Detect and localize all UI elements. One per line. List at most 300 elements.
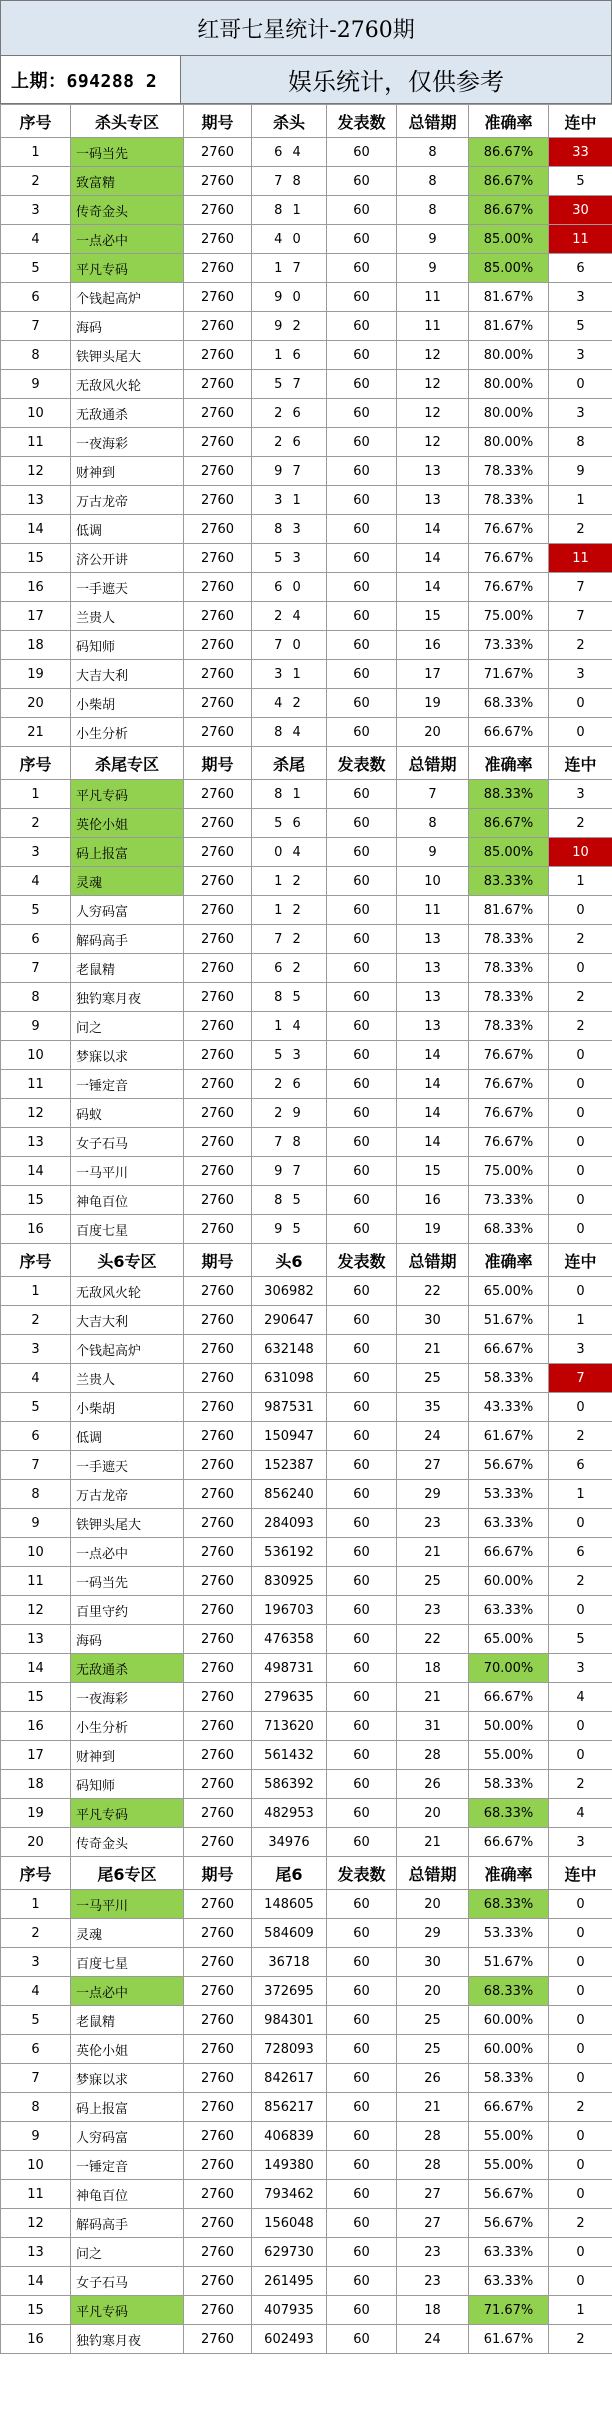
table-row [1, 809, 612, 838]
cell-rank: 16 [1, 1215, 71, 1244]
cell-published: 60 [327, 1335, 397, 1364]
table-row [1, 838, 612, 867]
cell-rank: 18 [1, 1770, 71, 1799]
cell-misses: 8 [397, 809, 469, 838]
cell-accuracy: 56.67% [469, 1451, 549, 1480]
cell-rank: 5 [1, 254, 71, 283]
cell-published: 60 [327, 2238, 397, 2267]
cell-name: 兰贵人 [71, 1364, 184, 1393]
table-row [1, 544, 612, 573]
cell-pick: 0 4 [252, 838, 327, 867]
cell-accuracy: 66.67% [469, 1335, 549, 1364]
cell-issue: 2760 [184, 1654, 252, 1683]
cell-rank: 7 [1, 2064, 71, 2093]
cell-misses: 12 [397, 370, 469, 399]
cell-misses: 14 [397, 1041, 469, 1070]
cell-issue: 2760 [184, 780, 252, 809]
cell-published: 60 [327, 780, 397, 809]
cell-name: 一夜海彩 [71, 1683, 184, 1712]
cell-accuracy: 71.67% [469, 2296, 549, 2325]
cell-pick: 1 4 [252, 1012, 327, 1041]
cell-rank: 2 [1, 1306, 71, 1335]
cell-issue: 2760 [184, 925, 252, 954]
cell-misses: 20 [397, 1799, 469, 1828]
cell-misses: 29 [397, 1919, 469, 1948]
table-row [1, 1041, 612, 1070]
table-row [1, 1157, 612, 1186]
table-row [1, 167, 612, 196]
cell-misses: 21 [397, 1335, 469, 1364]
cell-name: 一马平川 [71, 1157, 184, 1186]
cell-issue: 2760 [184, 573, 252, 602]
cell-misses: 25 [397, 2035, 469, 2064]
cell-accuracy: 88.33% [469, 780, 549, 809]
cell-pick: 1 7 [252, 254, 327, 283]
cell-published: 60 [327, 838, 397, 867]
cell-misses: 21 [397, 1683, 469, 1712]
table-row [1, 1741, 612, 1770]
cell-misses: 11 [397, 312, 469, 341]
cell-name: 平凡专码 [71, 2296, 184, 2325]
cell-issue: 2760 [184, 370, 252, 399]
cell-accuracy: 68.33% [469, 1215, 549, 1244]
table-row [1, 1335, 612, 1364]
table-row [1, 2035, 612, 2064]
cell-issue: 2760 [184, 1215, 252, 1244]
cell-misses: 20 [397, 718, 469, 747]
cell-published: 60 [327, 225, 397, 254]
cell-streak: 33 [549, 138, 612, 167]
cell-streak: 0 [549, 2238, 612, 2267]
cell-streak: 0 [549, 1596, 612, 1625]
cell-rank: 16 [1, 2325, 71, 2354]
section-header-row [1, 105, 612, 138]
cell-rank: 10 [1, 1041, 71, 1070]
cell-name: 财神到 [71, 1741, 184, 1770]
cell-published: 60 [327, 1451, 397, 1480]
cell-streak: 0 [549, 1099, 612, 1128]
cell-misses: 18 [397, 2296, 469, 2325]
table-row [1, 1099, 612, 1128]
cell-streak: 8 [549, 428, 612, 457]
cell-accuracy: 81.67% [469, 896, 549, 925]
page-title [0, 0, 612, 56]
cell-streak: 4 [549, 1683, 612, 1712]
table-row [1, 1654, 612, 1683]
cell-streak: 3 [549, 1335, 612, 1364]
cell-published: 60 [327, 631, 397, 660]
table-row [1, 1215, 612, 1244]
cell-issue: 2760 [184, 2325, 252, 2354]
cell-misses: 23 [397, 1509, 469, 1538]
cell-published: 60 [327, 544, 397, 573]
cell-published: 60 [327, 370, 397, 399]
disclaimer: 娱乐统计，仅供参考 [181, 56, 611, 103]
cell-rank: 12 [1, 1099, 71, 1128]
cell-accuracy: 66.67% [469, 1828, 549, 1857]
table-row [1, 1890, 612, 1919]
cell-pick: 5 7 [252, 370, 327, 399]
cell-accuracy: 76.67% [469, 1070, 549, 1099]
cell-pick: 584609 [252, 1919, 327, 1948]
cell-streak: 0 [549, 2064, 612, 2093]
cell-accuracy: 68.33% [469, 1977, 549, 2006]
cell-issue: 2760 [184, 1683, 252, 1712]
cell-name: 无敌通杀 [71, 1654, 184, 1683]
cell-issue: 2760 [184, 1919, 252, 1948]
cell-accuracy: 76.67% [469, 1041, 549, 1070]
cell-misses: 21 [397, 1828, 469, 1857]
cell-published: 60 [327, 1422, 397, 1451]
cell-accuracy: 60.00% [469, 2035, 549, 2064]
table-row [1, 689, 612, 718]
cell-rank: 2 [1, 809, 71, 838]
cell-rank: 6 [1, 283, 71, 312]
cell-issue: 2760 [184, 457, 252, 486]
cell-issue: 2760 [184, 1422, 252, 1451]
cell-name: 问之 [71, 1012, 184, 1041]
cell-accuracy: 56.67% [469, 2209, 549, 2238]
cell-pick: 476358 [252, 1625, 327, 1654]
cell-issue: 2760 [184, 1712, 252, 1741]
cell-issue: 2760 [184, 1306, 252, 1335]
cell-published: 60 [327, 1948, 397, 1977]
cell-pick: 261495 [252, 2267, 327, 2296]
cell-issue: 2760 [184, 1828, 252, 1857]
cell-name: 一锤定音 [71, 1070, 184, 1099]
cell-pick: 561432 [252, 1741, 327, 1770]
cell-issue: 2760 [184, 1890, 252, 1919]
cell-name: 平凡专码 [71, 780, 184, 809]
cell-rank: 11 [1, 428, 71, 457]
cell-published: 60 [327, 1712, 397, 1741]
cell-published: 60 [327, 1364, 397, 1393]
cell-pick: 4 0 [252, 225, 327, 254]
cell-pick: 34976 [252, 1828, 327, 1857]
cell-pick: 406839 [252, 2122, 327, 2151]
table-row [1, 2122, 612, 2151]
cell-name: 一点必中 [71, 1538, 184, 1567]
cell-issue: 2760 [184, 1538, 252, 1567]
cell-accuracy: 86.67% [469, 809, 549, 838]
cell-published: 60 [327, 896, 397, 925]
cell-published: 60 [327, 2209, 397, 2238]
cell-published: 60 [327, 341, 397, 370]
table-row [1, 954, 612, 983]
cell-accuracy: 76.67% [469, 544, 549, 573]
cell-rank: 17 [1, 1741, 71, 1770]
cell-misses: 16 [397, 1186, 469, 1215]
cell-pick: 290647 [252, 1306, 327, 1335]
cell-accuracy: 53.33% [469, 1919, 549, 1948]
cell-rank: 13 [1, 2238, 71, 2267]
cell-published: 60 [327, 486, 397, 515]
cell-misses: 27 [397, 2180, 469, 2209]
table-row [1, 1128, 612, 1157]
cell-accuracy: 61.67% [469, 2325, 549, 2354]
cell-published: 60 [327, 1828, 397, 1857]
cell-streak: 3 [549, 660, 612, 689]
cell-issue: 2760 [184, 602, 252, 631]
cell-name: 独钓寒月夜 [71, 983, 184, 1012]
cell-published: 60 [327, 1683, 397, 1712]
cell-rank: 14 [1, 1157, 71, 1186]
cell-streak: 0 [549, 1157, 612, 1186]
cell-pick: 7 0 [252, 631, 327, 660]
cell-streak: 5 [549, 1625, 612, 1654]
cell-streak: 11 [549, 544, 612, 573]
cell-rank: 2 [1, 167, 71, 196]
cell-misses: 9 [397, 225, 469, 254]
cell-name: 问之 [71, 2238, 184, 2267]
cell-issue: 2760 [184, 896, 252, 925]
column-header-published: 发表数 [327, 1857, 397, 1890]
column-header-published: 发表数 [327, 105, 397, 138]
cell-name: 传奇金头 [71, 196, 184, 225]
table-row [1, 631, 612, 660]
cell-streak: 2 [549, 631, 612, 660]
cell-misses: 26 [397, 2064, 469, 2093]
cell-issue: 2760 [184, 1364, 252, 1393]
cell-pick: 372695 [252, 1977, 327, 2006]
cell-rank: 15 [1, 1186, 71, 1215]
cell-name: 无敌风火轮 [71, 370, 184, 399]
column-header-name: 杀头专区 [71, 105, 184, 138]
cell-pick: 4 2 [252, 689, 327, 718]
cell-misses: 35 [397, 1393, 469, 1422]
cell-name: 女子石马 [71, 1128, 184, 1157]
column-header-accuracy: 准确率 [469, 1244, 549, 1277]
cell-rank: 14 [1, 515, 71, 544]
table-row [1, 341, 612, 370]
cell-accuracy: 81.67% [469, 312, 549, 341]
cell-streak: 11 [549, 225, 612, 254]
table-row [1, 1828, 612, 1857]
cell-streak: 2 [549, 1567, 612, 1596]
cell-accuracy: 75.00% [469, 602, 549, 631]
cell-issue: 2760 [184, 138, 252, 167]
cell-accuracy: 63.33% [469, 1509, 549, 1538]
cell-accuracy: 78.33% [469, 954, 549, 983]
cell-accuracy: 80.00% [469, 341, 549, 370]
table-row [1, 1422, 612, 1451]
cell-misses: 28 [397, 1741, 469, 1770]
table-row [1, 2093, 612, 2122]
cell-name: 济公开讲 [71, 544, 184, 573]
cell-streak: 2 [549, 515, 612, 544]
cell-rank: 14 [1, 1654, 71, 1683]
cell-streak: 1 [549, 1480, 612, 1509]
cell-published: 60 [327, 1070, 397, 1099]
cell-accuracy: 50.00% [469, 1712, 549, 1741]
cell-pick: 632148 [252, 1335, 327, 1364]
cell-accuracy: 53.33% [469, 1480, 549, 1509]
cell-issue: 2760 [184, 2296, 252, 2325]
table-row [1, 1948, 612, 1977]
cell-accuracy: 86.67% [469, 196, 549, 225]
cell-misses: 9 [397, 254, 469, 283]
cell-name: 小柴胡 [71, 689, 184, 718]
cell-name: 一夜海彩 [71, 428, 184, 457]
cell-pick: 3 1 [252, 660, 327, 689]
cell-streak: 1 [549, 867, 612, 896]
cell-rank: 19 [1, 1799, 71, 1828]
cell-name: 女子石马 [71, 2267, 184, 2296]
table-row [1, 1919, 612, 1948]
cell-name: 神龟百位 [71, 2180, 184, 2209]
cell-misses: 13 [397, 457, 469, 486]
cell-accuracy: 58.33% [469, 2064, 549, 2093]
cell-misses: 22 [397, 1625, 469, 1654]
column-header-issue: 期号 [184, 1244, 252, 1277]
cell-pick: 149380 [252, 2151, 327, 2180]
cell-pick: 498731 [252, 1654, 327, 1683]
cell-streak: 3 [549, 341, 612, 370]
cell-streak: 3 [549, 1828, 612, 1857]
cell-misses: 25 [397, 1364, 469, 1393]
cell-misses: 9 [397, 838, 469, 867]
cell-rank: 7 [1, 312, 71, 341]
cell-pick: 1 6 [252, 341, 327, 370]
cell-streak: 2 [549, 925, 612, 954]
cell-issue: 2760 [184, 1509, 252, 1538]
table-row [1, 1393, 612, 1422]
column-header-misses: 总错期 [397, 105, 469, 138]
cell-misses: 14 [397, 515, 469, 544]
cell-issue: 2760 [184, 1157, 252, 1186]
cell-misses: 18 [397, 1654, 469, 1683]
cell-pick: 148605 [252, 1890, 327, 1919]
column-header-name: 杀尾专区 [71, 747, 184, 780]
cell-rank: 7 [1, 954, 71, 983]
cell-pick: 2 6 [252, 428, 327, 457]
cell-pick: 6 2 [252, 954, 327, 983]
cell-published: 60 [327, 1277, 397, 1306]
section-header-row [1, 1244, 612, 1277]
cell-streak: 0 [549, 954, 612, 983]
cell-misses: 14 [397, 1099, 469, 1128]
cell-published: 60 [327, 1041, 397, 1070]
column-header-published: 发表数 [327, 1244, 397, 1277]
cell-streak: 6 [549, 254, 612, 283]
cell-pick: 5 3 [252, 544, 327, 573]
cell-issue: 2760 [184, 1741, 252, 1770]
cell-accuracy: 60.00% [469, 2006, 549, 2035]
stats-table [0, 104, 612, 2354]
cell-streak: 0 [549, 1919, 612, 1948]
cell-issue: 2760 [184, 1335, 252, 1364]
cell-name: 小生分析 [71, 1712, 184, 1741]
cell-accuracy: 55.00% [469, 2122, 549, 2151]
cell-accuracy: 68.33% [469, 1799, 549, 1828]
cell-name: 大吉大利 [71, 1306, 184, 1335]
cell-pick: 9 5 [252, 1215, 327, 1244]
cell-issue: 2760 [184, 312, 252, 341]
cell-name: 老鼠精 [71, 954, 184, 983]
cell-streak: 5 [549, 312, 612, 341]
cell-published: 60 [327, 1890, 397, 1919]
table-row [1, 283, 612, 312]
cell-issue: 2760 [184, 660, 252, 689]
column-header-misses: 总错期 [397, 1857, 469, 1890]
table-row [1, 602, 612, 631]
cell-published: 60 [327, 399, 397, 428]
cell-name: 平凡专码 [71, 1799, 184, 1828]
cell-misses: 28 [397, 2151, 469, 2180]
cell-accuracy: 66.67% [469, 718, 549, 747]
table-row [1, 1770, 612, 1799]
cell-misses: 19 [397, 1215, 469, 1244]
cell-accuracy: 85.00% [469, 225, 549, 254]
column-header-streak: 连中 [549, 1244, 612, 1277]
cell-name: 英伦小姐 [71, 809, 184, 838]
cell-name: 梦寐以求 [71, 2064, 184, 2093]
cell-rank: 13 [1, 1128, 71, 1157]
cell-published: 60 [327, 1919, 397, 1948]
cell-published: 60 [327, 1799, 397, 1828]
table-row [1, 515, 612, 544]
table-row [1, 1070, 612, 1099]
cell-pick: 9 7 [252, 457, 327, 486]
cell-name: 百度七星 [71, 1215, 184, 1244]
cell-misses: 13 [397, 1012, 469, 1041]
cell-pick: 987531 [252, 1393, 327, 1422]
cell-accuracy: 85.00% [469, 838, 549, 867]
cell-name: 海码 [71, 1625, 184, 1654]
cell-published: 60 [327, 2122, 397, 2151]
cell-streak: 0 [549, 2006, 612, 2035]
cell-accuracy: 78.33% [469, 983, 549, 1012]
cell-misses: 14 [397, 544, 469, 573]
column-header-rank: 序号 [1, 1857, 71, 1890]
cell-name: 灵魂 [71, 867, 184, 896]
cell-published: 60 [327, 602, 397, 631]
cell-pick: 1 2 [252, 896, 327, 925]
cell-pick: 856217 [252, 2093, 327, 2122]
cell-accuracy: 51.67% [469, 1948, 549, 1977]
cell-streak: 5 [549, 167, 612, 196]
cell-rank: 15 [1, 1683, 71, 1712]
cell-pick: 8 5 [252, 983, 327, 1012]
cell-misses: 11 [397, 283, 469, 312]
table-row [1, 867, 612, 896]
table-row [1, 486, 612, 515]
cell-misses: 13 [397, 925, 469, 954]
cell-name: 码知师 [71, 631, 184, 660]
cell-accuracy: 80.00% [469, 428, 549, 457]
column-header-rank: 序号 [1, 747, 71, 780]
column-header-streak: 连中 [549, 747, 612, 780]
cell-name: 码知师 [71, 1770, 184, 1799]
cell-misses: 14 [397, 573, 469, 602]
cell-pick: 8 1 [252, 780, 327, 809]
cell-issue: 2760 [184, 2093, 252, 2122]
table-row [1, 2325, 612, 2354]
cell-misses: 31 [397, 1712, 469, 1741]
section-header-row [1, 1857, 612, 1890]
section-header-row [1, 747, 612, 780]
cell-rank: 12 [1, 457, 71, 486]
cell-pick: 306982 [252, 1277, 327, 1306]
cell-accuracy: 65.00% [469, 1277, 549, 1306]
table-row [1, 1567, 612, 1596]
cell-misses: 13 [397, 954, 469, 983]
table-row [1, 2006, 612, 2035]
cell-misses: 20 [397, 1977, 469, 2006]
cell-rank: 9 [1, 1509, 71, 1538]
cell-accuracy: 85.00% [469, 254, 549, 283]
cell-misses: 19 [397, 689, 469, 718]
